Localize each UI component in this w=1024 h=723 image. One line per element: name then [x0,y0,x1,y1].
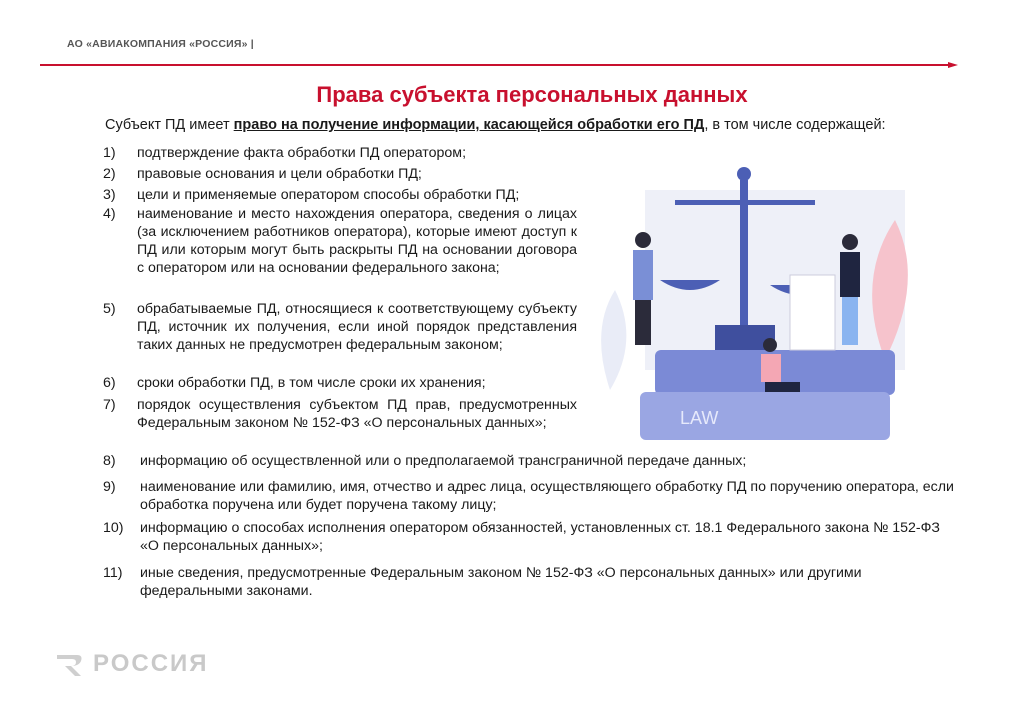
item-text: наименование и место нахождения оператора, сведения о лицах (за исключением работников оператора), которые имеют доступ к ПД или которым могут быть раскрыты ПД на основании договора с оператором или на основании федерального закона; [137,206,577,276]
slide-title: Права субъекта персональных данных [316,82,748,107]
company-header: АО «АВИАКОМПАНИЯ «РОССИЯ» | [67,38,254,50]
logo-text: РОССИЯ [93,650,209,677]
item-text: информацию об осуществленной или о предполагаемой трансграничной передаче данных; [140,453,747,469]
item-number: 11) [103,565,123,581]
item-text: обрабатываемые ПД, относящиеся к соответствующему субъекту ПД, источник их получения, если иной порядок представления таких данных не предусмотрен федеральным законом; [137,301,577,353]
person-icon [840,252,860,297]
header-divider [40,64,950,66]
item-text: порядок осуществления субъектом ПД прав, предусмотренных Федеральным законом № 152-ФЗ «О персональных данных»; [137,397,577,431]
person-icon [765,382,800,392]
item-number: 6) [103,375,116,391]
item-number: 5) [103,301,116,317]
person-icon [842,297,858,345]
person-icon [635,232,651,248]
item-text: сроки обработки ПД, в том числе сроки их хранения; [137,375,486,391]
document-icon [790,275,835,350]
law-scales-illustration [585,160,955,450]
person-icon [635,300,651,345]
item-number: 10) [103,520,124,536]
company-logo [55,650,209,678]
item-number: 9) [103,479,116,495]
item-text: информацию о способах исполнения оператором обязанностей, установленных ст. 18.1 Федерального закона № 152-ФЗ «О персональных данных»; [140,520,940,554]
item-number: 2) [103,166,116,182]
item-number: 8) [103,453,116,469]
item-text: цели и применяемые оператором способы обработки ПД; [137,187,520,203]
person-icon [763,338,777,352]
person-icon [842,234,858,250]
book-icon [640,392,890,440]
intro-after: , в том числе содержащей: [704,117,886,133]
item-number: 3) [103,187,116,203]
plant-icon [601,290,626,390]
scale-top [737,167,751,181]
scale-beam [675,200,815,205]
item-text: правовые основания и цели обработки ПД; [137,166,422,182]
item-number: 4) [103,206,116,222]
intro-text [105,117,886,133]
item-text: иные сведения, предусмотренные Федеральным законом № 152-ФЗ «О персональных данных» или другими федеральными законами. [140,565,862,599]
item-number: 7) [103,397,116,413]
logo-mark-icon [55,651,85,677]
person-icon [761,354,781,382]
item-text: подтверждение факта обработки ПД оператором; [137,145,467,161]
item-text: наименование или фамилию, имя, отчество и адрес лица, осуществляющего обработку ПД по поручению оператора, если обработка поручена или будет поручена такому лицу; [140,479,954,513]
intro-before: Субъект ПД имеет [105,117,234,133]
item-number: 1) [103,145,116,161]
book-label: LAW [680,408,719,428]
person-icon [633,250,653,300]
intro-emphasis: право на получение информации, касающейся обработки его ПД [233,117,705,133]
